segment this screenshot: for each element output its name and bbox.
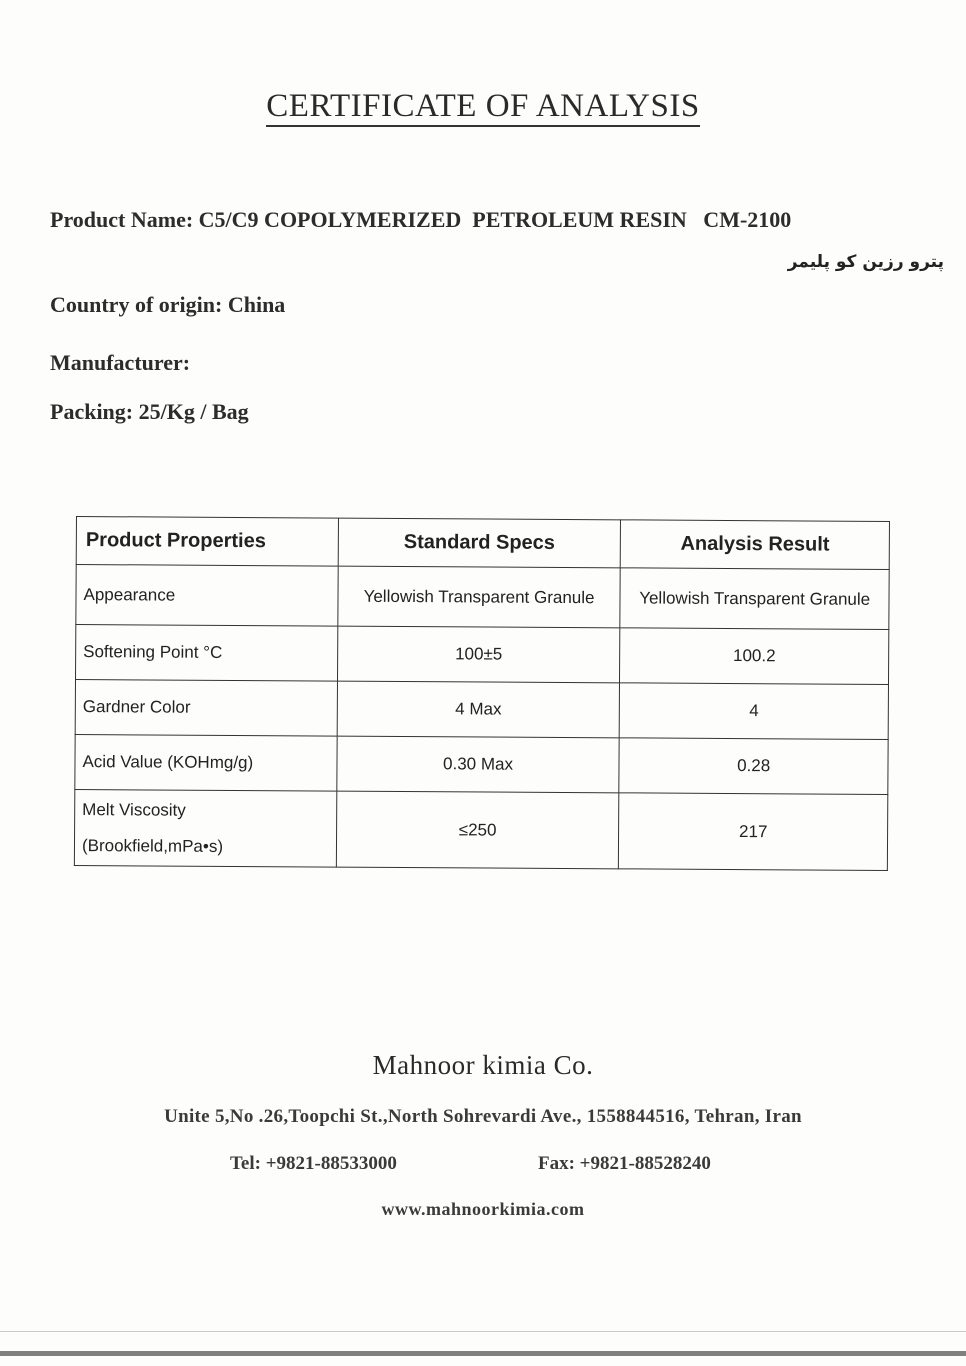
property-cell: Softening Point °C — [76, 625, 338, 682]
header-standard-specs: Standard Specs — [338, 518, 621, 568]
scan-edge-line — [0, 1331, 966, 1332]
table-row — [75, 680, 888, 740]
scan-bottom-edge — [0, 1351, 966, 1356]
product-name-persian: پترو رزین کو پلیمر — [787, 252, 944, 272]
standard-cell: 4 Max — [337, 681, 620, 738]
property-line-1: Melt Viscosity — [82, 799, 186, 820]
product-name-value: C5/C9 COPOLYMERIZED PETROLEUM RESIN CM-2100 — [198, 207, 792, 232]
country-of-origin-field — [50, 292, 285, 318]
document-title-text: CERTIFICATE OF ANALYSIS — [266, 88, 699, 127]
property-cell: Gardner Color — [75, 680, 337, 737]
website: www.mahnoorkimia.com — [381, 1199, 585, 1219]
header-analysis-result: Analysis Result — [621, 520, 890, 570]
table-row — [75, 734, 888, 794]
country-value: China — [227, 292, 286, 317]
company-address: Unite 5,No .26,Toopchi St.,North Sohrevardi Ave., 1558844516, Tehran, Iran — [164, 1106, 802, 1127]
product-name-field — [50, 207, 791, 233]
packing-field — [50, 399, 249, 425]
table-row — [74, 789, 887, 870]
property-cell: Appearance — [76, 565, 338, 627]
table-row — [76, 565, 889, 630]
company-name: Mahnoor kimia Co. — [372, 1050, 594, 1080]
standard-cell: 0.30 Max — [337, 736, 620, 793]
result-cell: 217 — [619, 793, 888, 871]
property-cell — [74, 789, 336, 867]
packing-value: 25/Kg / Bag — [138, 399, 249, 424]
result-cell: 4 — [619, 683, 888, 740]
header-product-properties: Product Properties — [76, 517, 338, 567]
manufacturer-field — [50, 350, 190, 376]
table-row — [76, 625, 889, 685]
result-cell: 0.28 — [619, 738, 888, 795]
standard-cell: ≤250 — [336, 791, 619, 869]
standard-cell: Yellowish Transparent Granule — [338, 566, 621, 628]
result-cell: Yellowish Transparent Granule — [620, 568, 889, 630]
table-header-row — [76, 517, 889, 570]
document-title — [0, 88, 966, 125]
result-cell: 100.2 — [620, 628, 889, 685]
fax: Fax: +9821-88528240 — [538, 1153, 711, 1174]
product-name-label: Product Name: — [50, 207, 194, 232]
standard-cell: 100±5 — [337, 626, 620, 683]
manufacturer-label: Manufacturer: — [50, 350, 191, 375]
property-line-2: (Brookfield,mPa•s) — [81, 835, 224, 856]
country-label: Country of origin: — [50, 292, 223, 317]
packing-label: Packing: — [50, 399, 134, 424]
telephone: Tel: +9821-88533000 — [230, 1153, 397, 1174]
analysis-table — [74, 516, 890, 871]
property-cell: Acid Value (KOHmg/g) — [75, 734, 337, 791]
